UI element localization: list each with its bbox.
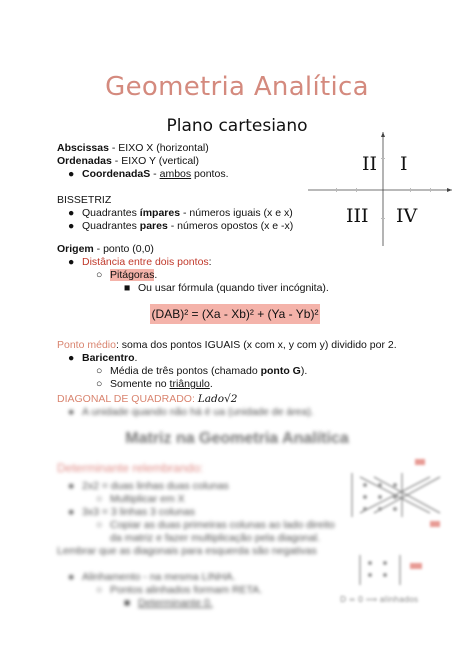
distancia-text: Distância entre dois pontos [82, 256, 209, 268]
baricentro-line [68, 352, 137, 365]
matriz-subheading: Determinante relembrando: [57, 461, 204, 475]
coordenadas-mid: - [150, 168, 160, 180]
abscissas-text: - EIXO X (horizontal) [108, 142, 209, 154]
bullet-icon: ● [68, 256, 75, 268]
origem-term: Origem [57, 243, 94, 255]
pitagoras-line [96, 269, 157, 282]
media-line [96, 365, 307, 378]
matriz-item-8-text: Pontos alinhados formam RETA. [110, 584, 263, 596]
matrix-determinant-diagram [330, 455, 460, 605]
matriz-item-4-text: Copiar as duas primeiras colunas ao lado direito [110, 519, 335, 531]
coordenadas-term: CoordenadaS [82, 168, 151, 180]
matriz-item-1-text: 2x2 = duas linhas duas colunas [82, 480, 229, 492]
bissetriz-item2-post: - números opostos (x e -x) [167, 220, 294, 232]
bullet-icon: ● [68, 571, 75, 583]
quadrant-1-label: I [400, 153, 408, 175]
origem-text: - ponto (0,0) [93, 243, 154, 255]
quadrant-3-label: III [346, 205, 369, 227]
matriz-item-4 [96, 519, 335, 532]
distancia-line [68, 256, 212, 269]
square-bullet-icon: ■ [124, 597, 131, 609]
diagonal-label: DIAGONAL DE QUADRADO: [57, 393, 195, 405]
bissetriz-heading: BISSETRIZ [57, 194, 112, 206]
somente-post: . [209, 378, 213, 390]
bissetriz-item1-post: - números iguais (x e x) [180, 207, 293, 219]
abscissas-term: Abscissas [57, 142, 109, 154]
pitagoras-dot: . [154, 269, 158, 281]
diagonal-line [57, 393, 237, 406]
quadrant-2-label: II [362, 153, 378, 175]
bissetriz-item-impares [68, 207, 293, 220]
matrix-caption: D = 0 ⟹ alinhados [340, 595, 419, 604]
somente-line [96, 378, 213, 391]
circle-bullet-icon: ○ [96, 378, 103, 390]
matriz-item-3-text: 3x3 = 3 linhas 3 colunas [82, 506, 195, 518]
diagonal-blurred-line [68, 406, 314, 419]
bullet-icon: ● [68, 168, 75, 180]
page-title: Geometria Analítica [105, 72, 369, 102]
quadrant-4-label: IV [396, 205, 418, 227]
coordenadas-end: pontos. [191, 168, 229, 180]
matriz-item-5: da matriz e fazer multiplicação pela diagonal. [110, 532, 321, 544]
x-axis-arrow-icon [447, 188, 452, 192]
formula-text: (DAB)² = (Xa - Xb)² + (Ya - Yb)² [151, 307, 319, 321]
matriz-item-9-text: Determinante 0. [138, 597, 213, 609]
matriz-item-2-text: Multiplicar em X [110, 493, 185, 505]
bullet-icon: ● [68, 480, 75, 492]
formula-note-text: Ou usar fórmula (quando tiver incógnita). [138, 282, 329, 294]
matriz-item-6: Lembrar que as diagonais para esquerda são negativas [57, 545, 317, 557]
circle-bullet-icon: ○ [96, 365, 103, 377]
ordenadas-text: - EIXO Y (vertical) [111, 155, 199, 167]
formula-note-line [124, 282, 329, 295]
diagonal-expr: Lado√2 [197, 393, 238, 405]
ordenadas-line [57, 155, 199, 168]
circle-bullet-icon: ○ [96, 269, 103, 281]
y-axis-arrow-icon [381, 132, 385, 137]
circle-bullet-icon: ○ [96, 493, 103, 505]
bissetriz-item-pares [68, 220, 293, 233]
bissetriz-item2-pre: Quadrantes [82, 220, 140, 232]
distance-formula [150, 304, 320, 324]
media-post: ). [300, 365, 308, 377]
origem-line [57, 243, 154, 256]
bullet-icon: ● [68, 207, 75, 219]
matriz-item-1 [68, 480, 229, 493]
ponto-medio-line [57, 339, 397, 352]
bullet-icon: ● [68, 220, 75, 232]
abscissas-line [57, 142, 209, 155]
pitagoras-text: Pitágoras [110, 269, 155, 281]
distancia-colon: : [208, 256, 212, 268]
coordenadas-ambos: ambos [159, 168, 192, 180]
bissetriz-item1-pre: Quadrantes [82, 207, 140, 219]
matriz-item-7-text: Alinhamento - na mesma LINHA. [82, 571, 236, 583]
somente-pre: Somente no [110, 378, 170, 390]
matriz-item-3 [68, 506, 195, 519]
section-title-plano-cartesiano: Plano cartesiano [166, 116, 308, 136]
bullet-icon: ● [68, 406, 75, 418]
bullet-icon: ● [68, 506, 75, 518]
media-pre: Média de três pontos (chamado [110, 365, 261, 377]
matriz-item-7 [68, 571, 235, 584]
cartesian-plane-diagram [306, 128, 456, 248]
bissetriz-item2-term: pares [139, 220, 168, 232]
circle-bullet-icon: ○ [96, 584, 103, 596]
matriz-item-8 [96, 584, 262, 597]
matriz-item-2 [96, 493, 185, 506]
bissetriz-item1-term: ímpares [139, 207, 181, 219]
somente-term: triângulo [169, 378, 210, 390]
baricentro-dot: . [134, 352, 138, 364]
diagonal-blurred-text: A unidade quando não há é ua (unidade de área). [82, 406, 314, 418]
ordenadas-term: Ordenadas [57, 155, 112, 167]
baricentro-term: Baricentro [82, 352, 135, 364]
bullet-icon: ● [68, 352, 75, 364]
ponto-medio-term: Ponto médio [57, 339, 116, 351]
coordenadas-line [68, 168, 229, 181]
square-bullet-icon: ■ [124, 282, 131, 294]
ponto-medio-text: : soma dos pontos IGUAIS (x com x, y com y) dividido por 2. [115, 339, 397, 351]
matriz-item-9 [124, 597, 213, 610]
media-term: ponto G [260, 365, 301, 377]
matriz-title: Matriz na Geometria Analítica [125, 430, 349, 447]
circle-bullet-icon: ○ [96, 519, 103, 531]
